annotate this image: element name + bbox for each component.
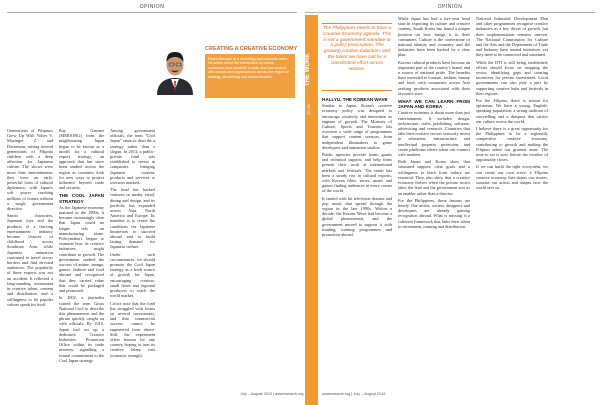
right-header-rule (305, 12, 595, 13)
left-footer: July – August 2015 | asiaresearch.org (240, 392, 304, 396)
paragraph: It started with hit television dramas and pop music that spread through the region in the late 1990s. Within a decade, the Korean Wave had become a global phenomenon, and the government moved to support it with funding, training programmes and promotion abroad. (322, 195, 392, 238)
bio-title: CREATING A CREATIVE ECONOMY (205, 46, 298, 52)
paragraph: In 2002, a journalist coined the term Gross National Cool to describe this phenomenon, and the phrase quickly caught on with officials. By 2010, Japan had set up a dedicated Creative Industries Promotion Office within its trade ministry, signalling a formal commitment to the Cool Japan strategy. (59, 295, 104, 363)
paragraph: Korean cultural products have become an important part of the country's brand, and a source of national pride. The benefits have extended to tourism, fashion, beauty and food, with consumers across Asia seeking products associated with their favourite stars. (398, 59, 470, 96)
right-column-2 (398, 16, 470, 390)
paragraph: For the Filipino, there is reason for optimism. We have a young, English-speaking population, a strong tradition of storytelling and a diaspora that carries our culture across the world. (476, 98, 548, 124)
paragraph: National Industrial Development Plan and other programmes recognise creative industries as a key driver of growth, but their implementation remains uneven. The National Commission for Culture and the Arts and the Department of Trade and Industry have started initiatives, yet they need to be connected and sustained. (476, 16, 548, 58)
paragraph: For the Philippines, these lessons are timely. Our artists, writers, designers and developers are already gaining recognition abroad. What is missing is a coherent framework that links their talent to investment, training and distribution. (398, 197, 470, 229)
left-column-1 (7, 128, 53, 390)
pullquote-top-rule (322, 23, 392, 24)
subheading: HALLYU, THE KOREAN WAVE (322, 97, 388, 102)
paragraph: Creative economy is about more than just entertainment. It includes design, architecture, crafts, publishing, software, advertising and research. Countries that take their creative sectors seriously invest in education, infrastructure and intellectual property protection, and create platforms where talent can connect with markets. (398, 110, 470, 158)
paragraph: Both Japan and Korea show that sustained support, clear goals and a willingness to learn from failure are essential. They also show that a creative economy thrives when the private sector takes the lead and the government acts as an enabler rather than a director. (398, 159, 470, 196)
right-column-1 (322, 94, 392, 390)
author-photo-icon (155, 43, 195, 95)
paragraph: Critics note that the fund has struggled with losses on several investments, and that commercial success cannot be engineered from above. Still, the experiment offers lessons for any country hoping to turn its creative talent into economic strength. (110, 300, 155, 358)
paragraph: Among government officials, the term "Cool Japan" came to describe a strategy rather than a slogan. In 2013, a public-private fund was established to invest in companies bringing Japanese content, products and services to overseas markets. (110, 128, 155, 186)
subheading: THE COOL JAPAN STRATEGY (59, 193, 104, 204)
paragraph: Sanrio characters, Japanese toys and the products of a thriving entertainment industry became fixtures of childhood across Southeast Asia, while Japanese animation continued to travel across borders and find devoted audiences. The popularity of these exports was not an accident. It reflected a long-standing investment in creative talent, content and distribution, and a willingness to let popular culture speak for itself. (7, 213, 53, 307)
left-column-3 (110, 128, 155, 390)
intro-paragraph: Generations of Filipinos Grew Up With Voltes V, Mazinger Z and Doraemon, raising several generations of Filipino children with a deep affection for Japanese culture. The shows were more than entertainment: they were an early, powerful form of cultural diplomacy, with Japan's soft power reaching millions of homes without a single government directive. (7, 128, 53, 212)
paragraph: As the Japanese economy matured in the 1990s, it became increasingly clear that Japan could no longer rely on manufacturing alone. Policymakers began to examine how its creative industries might contribute to growth. The government studied the success of anime, manga, games, fashion and food abroad and recognised that they carried value that could be packaged and promoted. (59, 204, 104, 294)
right-footer: asiaresearch.org | July – August 2015 (322, 392, 386, 396)
bio-box (205, 54, 295, 98)
left-column-2 (59, 128, 104, 390)
pullquote: The Philippines needs to have a Creative Economy agenda. This is not a government mandate or a policy prescription. The growing creative industries and the talent we have call for a coordinated effort across sectors. (322, 26, 392, 72)
paragraph: Under such circumstances, we should promote the Cool Japan strategy as a fresh source of growth for Japan, encouraging creators, small firms and regional producers to reach the world market. (110, 251, 155, 299)
right-section-label: OPINION (437, 4, 463, 10)
author-portrait (155, 43, 195, 95)
paragraph: While Japan has had a five-year head start in exporting its culture and creative content, South Korea has found a unique position on how brings it to their consumers. Culture is the cornerstone of national identity and economy, and the industries have been backed by a clear plan. (398, 16, 470, 58)
section-side-title: THE WORK (305, 53, 311, 87)
left-header-rule (7, 12, 297, 13)
paragraph: If we can build the right ecosystem, we can create our own wave: a Filipino creative economy that shares our stories, sustains our artists and shapes how the world sees us. (476, 164, 548, 191)
section-side-byline: BY SK (307, 104, 311, 115)
paragraph: Similar to Japan, Korea's creative economy policy was designed to encourage creativity and innovation as engines of growth. The Ministry of Culture, Sports and Tourism has overseen a wide range of programmes that support content creators, from independent filmmakers to game developers and animation studios. (322, 103, 392, 150)
subheading: WHAT WE CAN LEARN FROM JAPAN AND KOREA (398, 99, 470, 110)
paragraph: The fund has backed ventures in media, retail, dining and design, and its portfolio has expanded across Asia, North America and Europe. Its mandate is to create the conditions for Japanese businesses to succeed abroad and to build lasting demand for Japanese culture. (110, 187, 155, 250)
paragraph: Public agencies provide loans, grants and technical support, and help firms present their work at international markets and festivals. The result has been a steady rise in cultural exports, with Korean films, series, music and games finding audiences in every corner of the world. (322, 152, 392, 194)
bio-text: Paolo Mercado is a marketing and business writer. He writes about the intersection of culture, commerce and creativity in Asia, and has worked with brands and organisations across the region on strategy, storytelling and communication. (208, 57, 290, 79)
paragraph: I believe there is a great opportunity for the Philippines to be a regionally competitive creative economy, contributing to growth and making the Filipino talent our greatest asset. The time to act is now, before the window of opportunity closes. (476, 126, 548, 163)
pullquote-bottom-rule (322, 90, 392, 91)
right-column-3 (476, 16, 548, 390)
left-section-label: OPINION (139, 4, 165, 10)
paragraph: While the DTI is still being established, efforts should focus on mapping the sector, identifying gaps and creating incentives for private investment. Local governments can also play a part by supporting creative hubs and festivals in their regions. (476, 59, 548, 96)
paragraph: Ray Gamaer (MMOORG) from the neighbouring Japan began to be known as a model for a cultural export strategy, an approach that has since been studied across the region as countries look for new ways to project influence beyond trade and security. (59, 128, 104, 191)
